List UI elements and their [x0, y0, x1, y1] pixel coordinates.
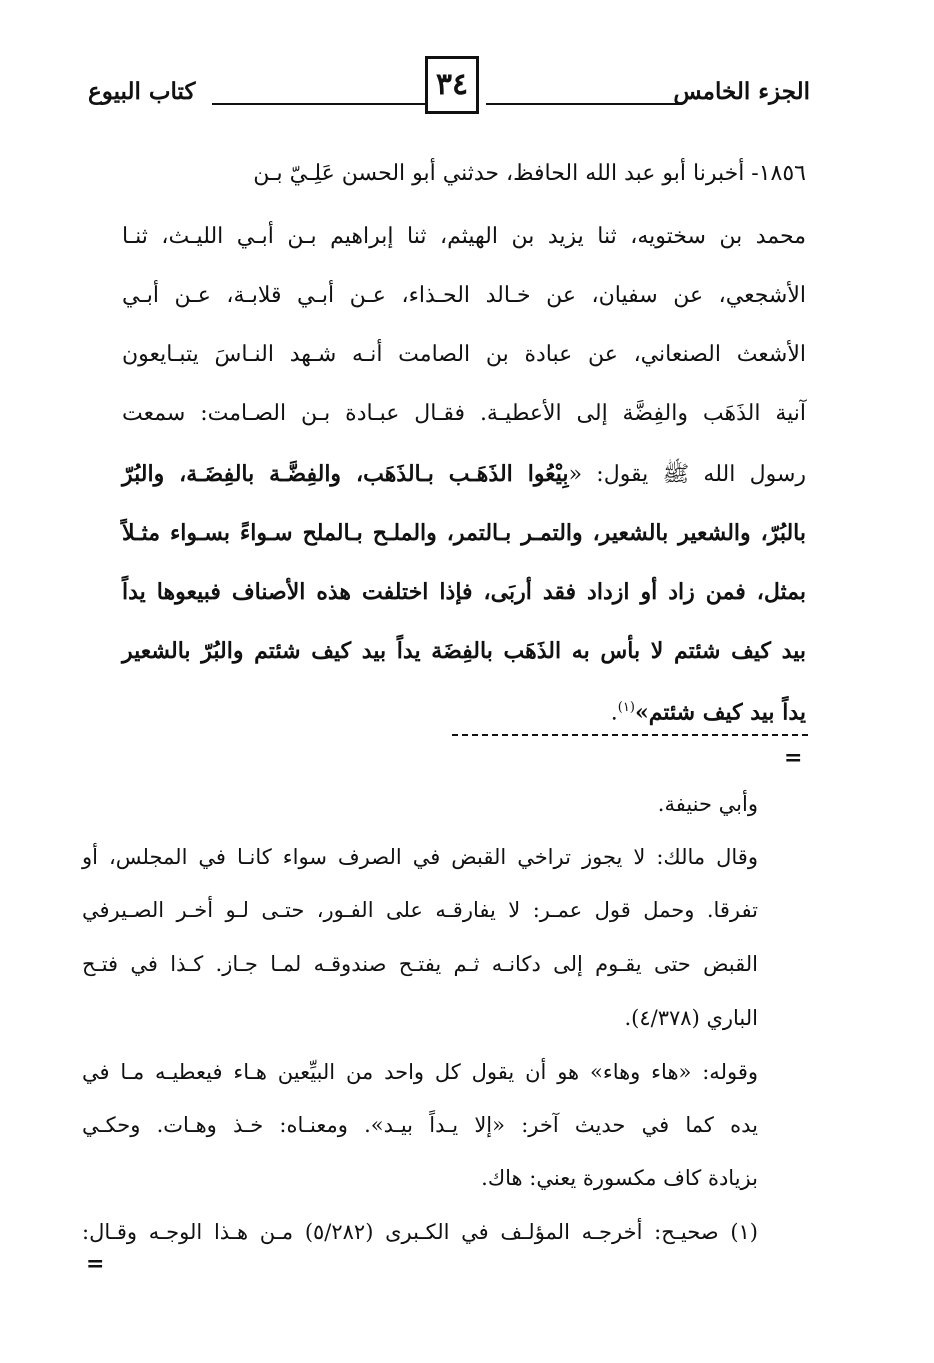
- hadith-line-4: الأشعث الصنعاني، عن عبادة بن الصامت أنـه شـهد النـاسَ يتبـايعون: [122, 342, 806, 367]
- hadith-line-6-plain: رسول الله ﷺ يقول: «: [568, 462, 806, 487]
- hadith-line-6: [122, 459, 806, 490]
- commentary-line-5: الباري (٤/٣٧٨).: [624, 1006, 758, 1030]
- header-rule-left: [212, 103, 434, 105]
- hadith-end-dot: .: [610, 700, 618, 726]
- book-title: كتاب البيوع: [88, 78, 196, 105]
- hadith-last-bold: يداً بيد كيف شئتم»: [634, 699, 806, 726]
- commentary-line-1: وأبي حنيفة.: [657, 792, 758, 816]
- commentary-line-4: القبض حتى يقـوم إلى دكانـه ثـم يفتـح صندوقـه لمـا جـاز. كـذا في فتـح: [82, 952, 758, 976]
- page-number: ٣٤: [425, 56, 479, 114]
- commentary-line-3: تفرقا. وحمل قول عمـر: لا يفارقـه على الفـور، حتـى لـو أخـر الصـيرفي: [82, 898, 758, 922]
- commentary-line-2: وقال مالك: لا يجوز تراخي القبض في الصرف سواء كانـا في المجلس، أو: [82, 845, 758, 869]
- commentary-line-7: يده كما في حديث آخر: «إلا يـداً بيـد». ومعنـاه: خـذ وهـات. وحكـي: [82, 1113, 758, 1137]
- hadith-line-1: ١٨٥٦- أخبرنا أبو عبد الله الحافظ، حدثني أبو الحسن عَلِـيّ بـن: [253, 161, 806, 186]
- footnote-ref: (١): [617, 700, 635, 715]
- continuation-mark-top: =: [784, 745, 803, 771]
- commentary-line-8: بزيادة كاف مكسورة يعني: هاك.: [481, 1166, 758, 1190]
- commentary-line-6: وقوله: «هاء وهاء» هو أن يقول كل واحد من البيِّعين هـاء فيعطيـه مـا في: [82, 1060, 758, 1084]
- hadith-last-line: [122, 693, 806, 728]
- footnote-1: (١) صحيـح: أخرجـه المؤلـف في الكـبرى (٥/٢٨٢) مـن هـذا الوجـه وقـال:: [82, 1220, 758, 1244]
- hadith-bold-line-2: بمثل، فمن زاد أو ازداد فقد أربَى، فإذا اختلفت هذه الأصناف فبيعوها يداً: [122, 579, 806, 605]
- hadith-line-2: محمد بن سختويه، ثنا يزيد بن الهيثم، ثنا إبراهيم بـن أبـي الليـث، ثنـا: [122, 224, 806, 249]
- header-rule-right: [486, 103, 682, 105]
- hadith-line-3: الأشجعي، عن سفيان، عن خـالد الحـذاء، عـن أبـي قلابـة، عـن أبـي: [122, 283, 806, 308]
- footnote-separator: [452, 734, 808, 736]
- continuation-mark-bottom: =: [86, 1251, 105, 1277]
- hadith-bold-line-3: بيد كيف شئتم لا بأس به الذَهَب بالفِضَة يداً بيد كيف شئتم والبُرّ بالشعير: [122, 638, 806, 664]
- hadith-line-6-bold: بِيْعُوا الذَهَـب بـالذَهَب، والفِضَّـة بالفِضَـة، والبُرّ: [122, 461, 569, 487]
- volume-title: الجزء الخامس: [673, 78, 810, 105]
- hadith-line-5: آنية الذَهَب والفِضَّة إلى الأعطيـة. فقـال عبـادة بـن الصـامت: سمعت: [122, 401, 806, 426]
- hadith-bold-line-1: بالبُرّ، والشعير بالشعير، والتمـر بـالتمر، والملـح بـالملح سـواءً بسـواء مثـلاً: [122, 520, 806, 546]
- page-header: [88, 66, 810, 128]
